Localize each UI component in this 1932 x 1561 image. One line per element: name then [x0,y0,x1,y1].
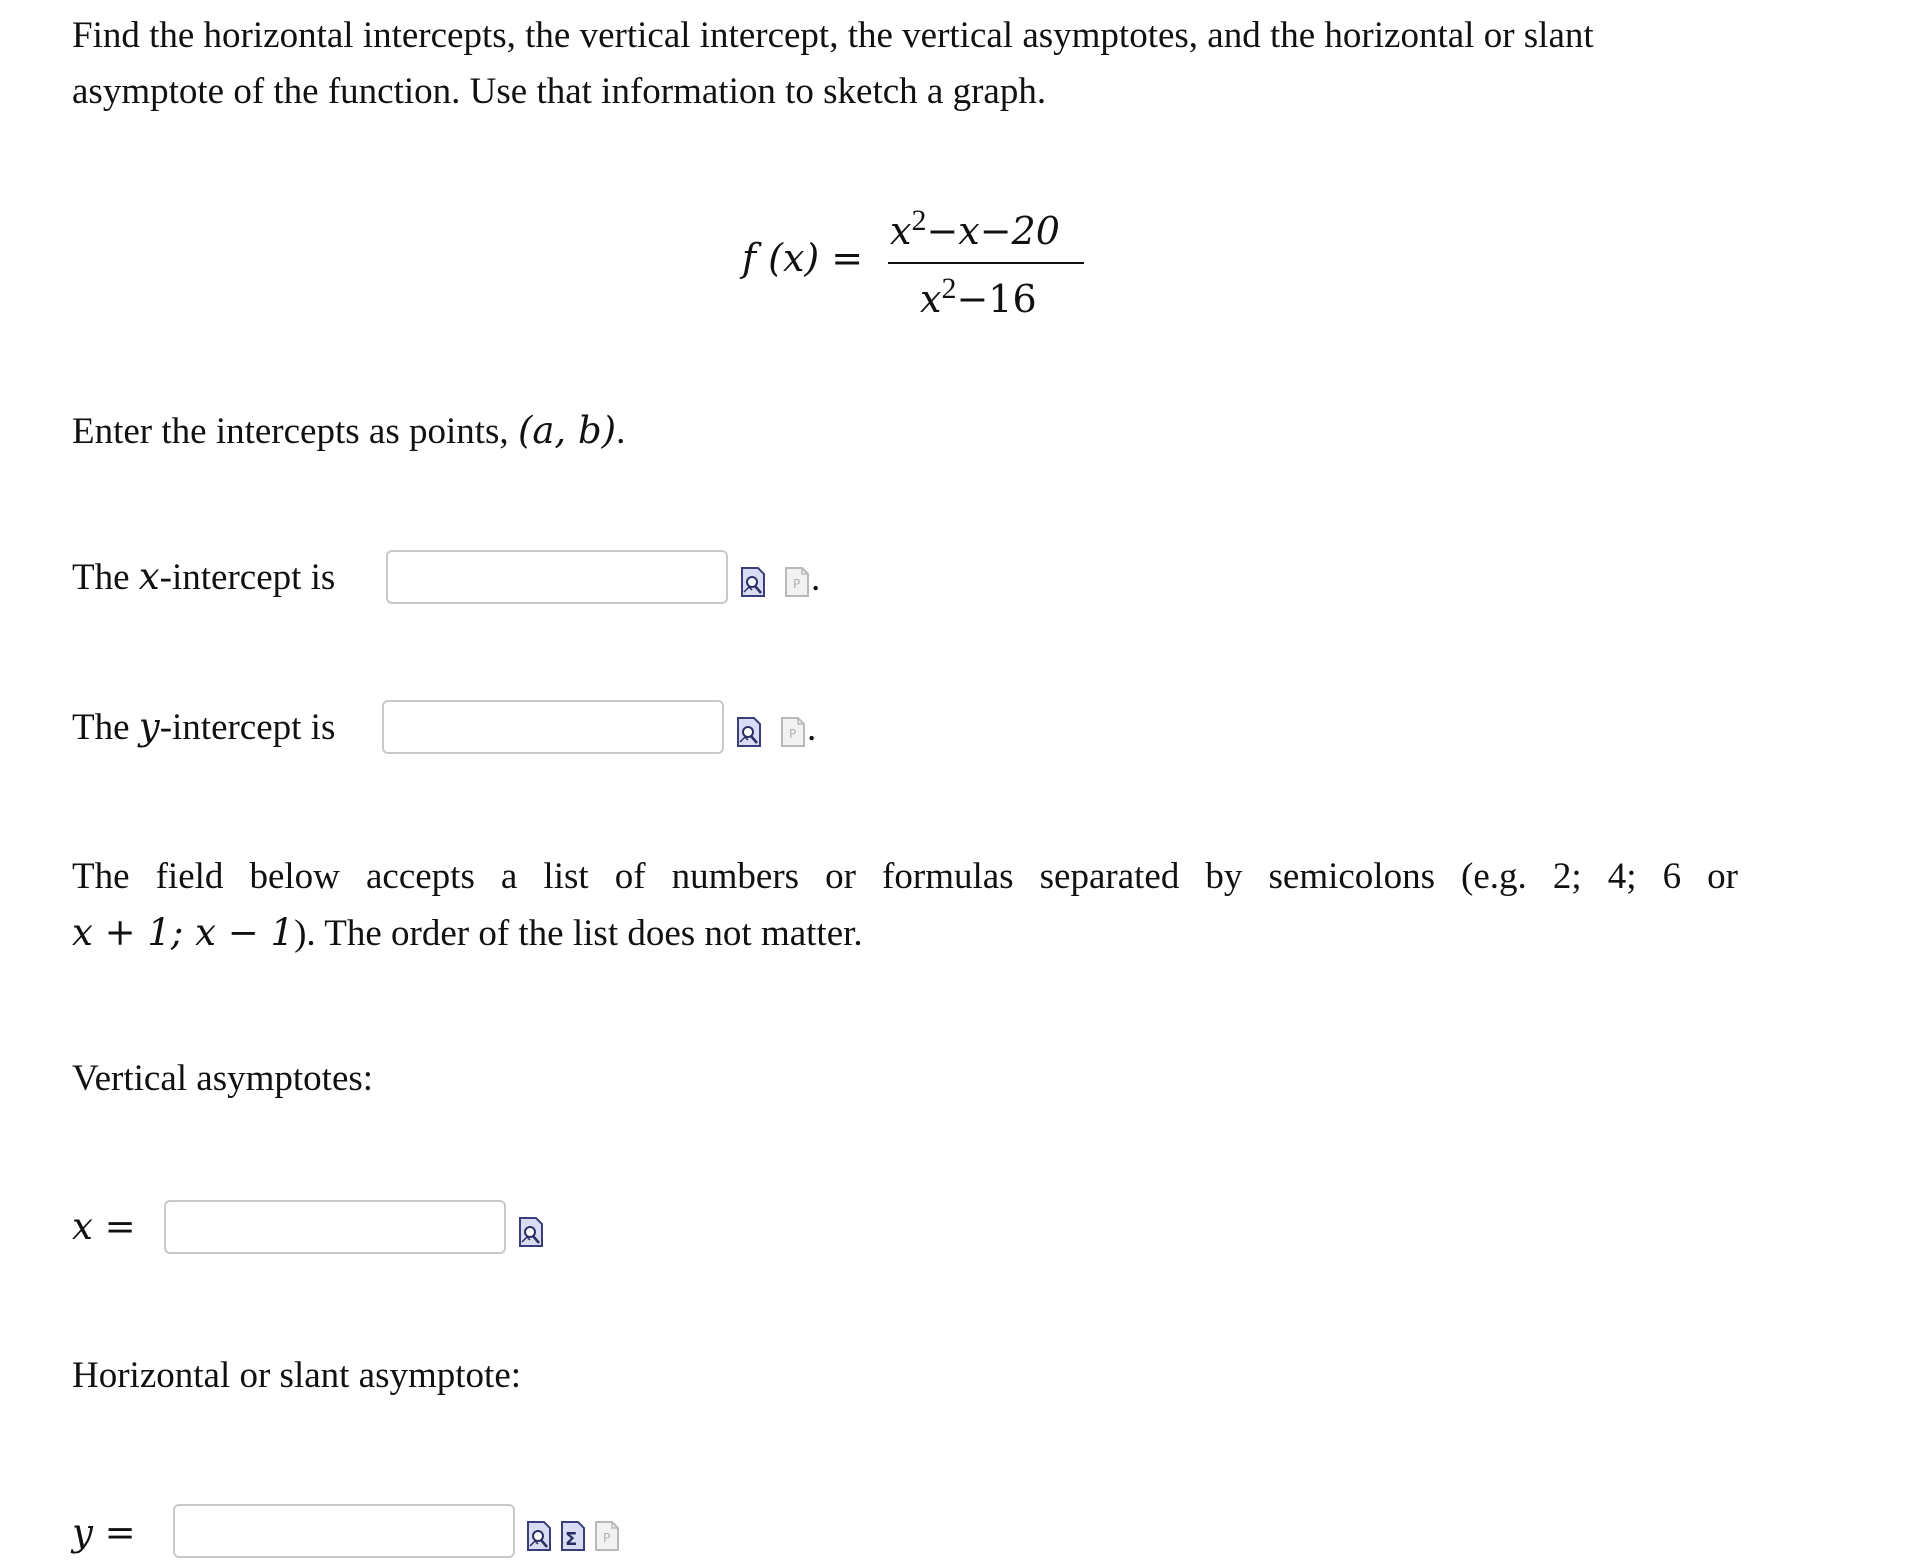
denominator-base: x [920,277,942,321]
y-intercept-label [72,699,335,756]
vertical-asymptotes-heading: Vertical asymptotes: [72,1058,374,1099]
y-intercept-var: y [138,705,160,748]
x-intercept-end: . [811,558,821,599]
fraction-bar [888,262,1084,264]
vertical-asymptotes-input[interactable] [164,1200,506,1254]
preview-icon[interactable] [518,1216,544,1248]
list-instruction-line-1: The field below accepts a list of numbers or formulas separated by semicolons (e.g. 2; 4; 6 or [72,856,1738,897]
question-line-2: asymptote of the function. Use that information to sketch a graph. [72,71,1047,112]
y-intercept-prefix: The [72,707,130,748]
x-intercept-prefix: The [72,557,130,598]
preview-icon[interactable] [740,566,766,598]
x-intercept-input[interactable] [386,550,728,604]
x-intercept-suffix: -intercept is [159,557,336,598]
y-intercept-input[interactable] [382,700,724,754]
svg-text:P: P [789,727,797,741]
svg-text:Σ: Σ [565,1529,578,1550]
vertical-asymptote-label: x = [72,1205,136,1248]
function-formula [742,190,1102,330]
list-instruction-line-2 [72,905,863,962]
sigma-icon[interactable] [560,1520,586,1552]
x-intercept-var: x [138,555,160,598]
formula-numerator [890,204,1060,254]
preview-icon[interactable] [736,716,762,748]
point-notation: (a, b) [517,409,617,452]
numerator-rest: −x−20 [926,209,1060,253]
horizontal-asymptote-heading: Horizontal or slant asymptote: [72,1355,522,1396]
paper-icon[interactable] [784,566,810,598]
svg-text:P: P [603,1531,611,1545]
list-instruction-rest: ). The order of the list does not matter. [294,913,863,954]
numerator-exponent: 2 [911,204,927,237]
question-line-1: Find the horizontal intercepts, the vertical intercept, the vertical asymptotes, and the horizontal or slant [72,15,1594,56]
numerator-base: x [890,209,912,253]
formula-denominator [920,272,1037,322]
paper-icon[interactable] [780,716,806,748]
denominator-exponent: 2 [941,272,957,305]
intercepts-instruction-end: . [616,411,626,452]
paper-icon[interactable] [594,1520,620,1552]
y-intercept-suffix: -intercept is [159,707,336,748]
list-example-formulas: x + 1; x − 1 [72,911,295,954]
denominator-rest: −16 [956,277,1037,321]
y-intercept-end: . [807,708,817,749]
intercepts-instruction [72,403,625,460]
svg-text:P: P [793,577,801,591]
formula-lhs: f (x) = [742,236,864,280]
horizontal-asymptote-input[interactable] [173,1504,515,1558]
preview-icon[interactable] [526,1520,552,1552]
intercepts-instruction-text: Enter the intercepts as points, [72,411,509,452]
x-intercept-label [72,549,335,606]
horizontal-asymptote-label: y = [72,1511,136,1554]
